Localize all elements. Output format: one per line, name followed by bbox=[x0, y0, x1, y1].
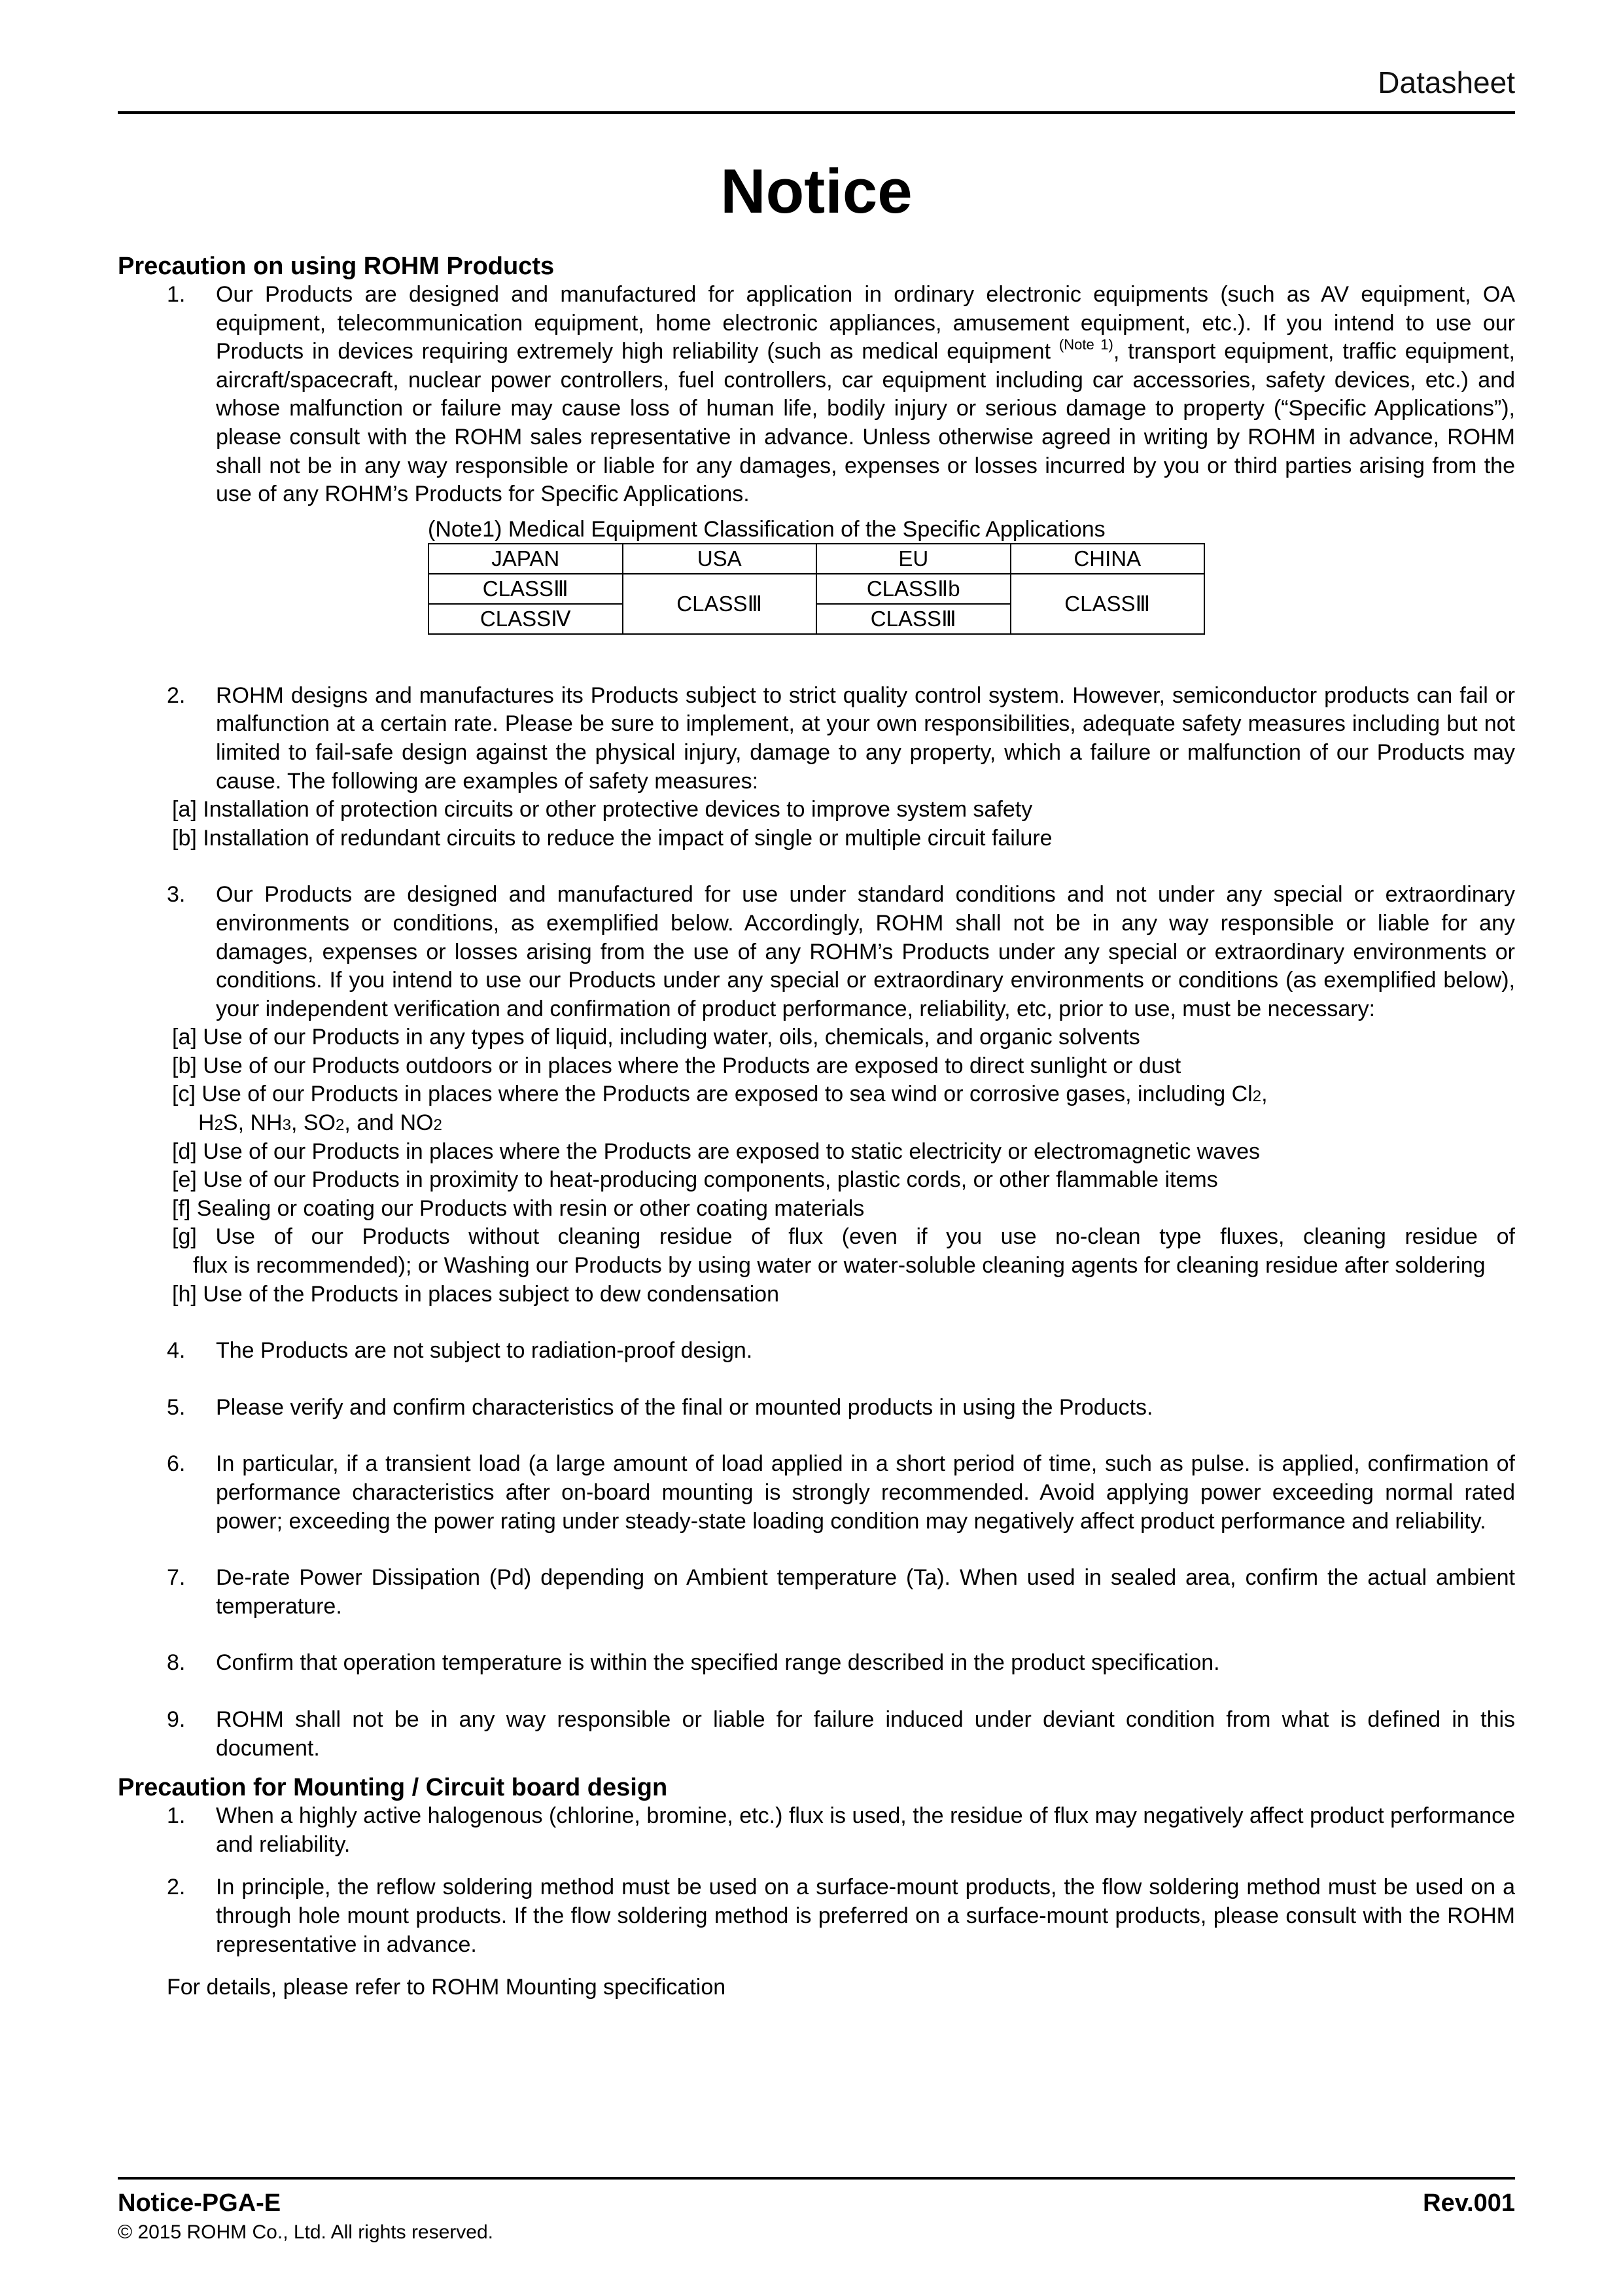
item-text: Confirm that operation temperature is within the specified range described in the product specification. bbox=[216, 1650, 1220, 1676]
item-number: 7. bbox=[167, 1565, 186, 1591]
section-heading-precaution-products: Precaution on using ROHM Products bbox=[118, 253, 555, 280]
column-header-usa: USA bbox=[623, 544, 817, 574]
item-number: 8. bbox=[167, 1650, 186, 1676]
cell-japan-1: CLASSⅢ bbox=[428, 574, 623, 604]
medical-classification-table bbox=[428, 543, 1205, 635]
datasheet-header-label: Datasheet bbox=[1378, 65, 1515, 99]
list-item-4 bbox=[118, 1337, 1515, 1366]
mounting-item-1 bbox=[118, 1802, 1515, 1859]
item-number: 2. bbox=[167, 1875, 186, 1900]
cell-eu-1: CLASSⅡb bbox=[816, 574, 1011, 604]
list-item-3 bbox=[118, 881, 1515, 1023]
for-details-note: For details, please refer to ROHM Mounting specification bbox=[167, 1975, 726, 2000]
cell-usa: CLASSⅢ bbox=[623, 574, 817, 634]
sub-item-h: [h] Use of the Products in places subject to dew condensation bbox=[172, 1281, 779, 1307]
item-number: 1. bbox=[167, 1803, 186, 1829]
list-item-9 bbox=[118, 1706, 1515, 1763]
cell-china: CLASSⅢ bbox=[1011, 574, 1205, 634]
item-text: Our Products are designed and manufactured for application in ordinary electronic equipments (such as AV equipment, OA equipment, telecommunication equipment, home electronic appliances, amusement equipment, etc.). If you intend to use our Products in devices requiring extremely high reliability (such as medical equipment $^{(Note 1)}$, transport equipment, traffic equipment, aircraft/spacecraft, nuclear power controllers, fuel controllers, car equipment including car accessories, safety devices, etc.) and whose malfunction or failure may cause loss of human life, bodily injury or serious damage to property (“Specific Applications”), please consult with the ROHM sales representative in advance. Unless otherwise agreed in writing by ROHM in advance, ROHM shall not be in any way responsible or liable for any damages, expenses or losses incurred by you or third parties arising from the use of any ROHM’s Products for Specific Applications. bbox=[216, 282, 1515, 507]
sub-item-b: [b] Installation of redundant circuits to reduce the impact of single or multiple circuit failure bbox=[172, 825, 1053, 851]
column-header-eu: EU bbox=[816, 544, 1011, 574]
column-header-china: CHINA bbox=[1011, 544, 1205, 574]
item-text: Please verify and confirm characteristics of the final or mounted products in using the Products. bbox=[216, 1394, 1153, 1420]
sub-item-b: [b] Use of our Products outdoors or in places where the Products are exposed to direct sunlight or dust bbox=[172, 1053, 1181, 1078]
table-row bbox=[428, 574, 1204, 604]
item-text: In particular, if a transient load (a large amount of load applied in a short period of time, such as pulse. is applied, confirmation of performance characteristics after on-board mounting is strongly recommended. Avoid applying power exceeding normal rated power; exceeding the power rating under steady-state loading condition may negatively affect product performance and reliability. bbox=[216, 1451, 1515, 1534]
footer-divider bbox=[118, 2177, 1515, 2180]
cell-eu-2: CLASSⅢ bbox=[816, 604, 1011, 634]
note-table-caption: (Note1) Medical Equipment Classification of the Specific Applications bbox=[428, 516, 1106, 542]
item-number: 3. bbox=[167, 882, 186, 908]
section-heading-mounting: Precaution for Mounting / Circuit board design bbox=[118, 1774, 668, 1802]
table-header-row bbox=[428, 544, 1204, 574]
mounting-item-2 bbox=[118, 1873, 1515, 1959]
item-number: 9. bbox=[167, 1706, 186, 1732]
list-item-8 bbox=[118, 1649, 1515, 1678]
list-item-6 bbox=[118, 1450, 1515, 1536]
item-number: 1. bbox=[167, 282, 186, 307]
item-text: The Products are not subject to radiation-proof design. bbox=[216, 1338, 753, 1364]
sub-item-d: [d] Use of our Products in places where the Products are exposed to static electricity or electromagnetic waves bbox=[172, 1139, 1261, 1164]
sub-item-a: [a] Use of our Products in any types of liquid, including water, oils, chemicals, and organic solvents bbox=[172, 1025, 1140, 1050]
footer-revision: Rev.001 bbox=[1423, 2189, 1515, 2217]
item-text: De-rate Power Dissipation (Pd) depending on Ambient temperature (Ta). When used in sealed area, confirm the actual ambient temperature. bbox=[216, 1565, 1515, 1619]
item-number: 5. bbox=[167, 1394, 186, 1420]
sub-item-e: [e] Use of our Products in proximity to heat-producing components, plastic cords, or other flammable items bbox=[172, 1167, 1218, 1193]
list-item-2 bbox=[118, 682, 1515, 796]
header-divider bbox=[118, 111, 1515, 114]
item-number: 4. bbox=[167, 1338, 186, 1364]
sub-item-c-gases: H2S, NH3, SO2, and NO2 bbox=[198, 1110, 442, 1136]
list-item-7 bbox=[118, 1564, 1515, 1621]
page-title: Notice bbox=[720, 156, 913, 226]
main-content bbox=[118, 252, 1515, 2002]
item-number: 2. bbox=[167, 682, 186, 708]
sub-item-c: [c] Use of our Products in places where the Products are exposed to sea wind or corrosive gases, including Cl2, bbox=[172, 1082, 1268, 1107]
item-number: 6. bbox=[167, 1451, 186, 1477]
item-text: In principle, the reflow soldering method must be used on a surface-mount products, the flow soldering method must be used on a through hole mount products. If the flow soldering method is preferred on a surface-mount products, please consult with the ROHM representative in advance. bbox=[216, 1875, 1515, 1957]
column-header-japan: JAPAN bbox=[428, 544, 623, 574]
sub-item-f: [f] Sealing or coating our Products with resin or other coating materials bbox=[172, 1195, 865, 1221]
item-text: ROHM designs and manufactures its Products subject to strict quality control system. However, semiconductor products can fail or malfunction at a certain rate. Please be sure to implement, at your own responsibilities, adequate safety measures including but not limited to fail-safe design against the physical injury, damage to any property, which a failure or malfunction of our Products may cause. The following are examples of safety measures: bbox=[216, 682, 1515, 794]
sub-list bbox=[118, 1023, 1515, 1223]
sub-list bbox=[118, 796, 1515, 853]
note-reference: (Note 1) bbox=[1058, 336, 1113, 353]
list-item-5 bbox=[118, 1394, 1515, 1422]
item-text: When a highly active halogenous (chlorine, bromine, etc.) flux is used, the residue of flux may negatively affect product performance and reliability. bbox=[216, 1803, 1515, 1857]
sub-item-g: [g] Use of our Products without cleaning residue of flux (even if you use no-clean type fluxes, cleaning residue of flux is recommended); or Washing our Products by using water or water-soluble cleaning agents for cleaning residue after soldering [h] Use of the Products in places subject to dew condensation bbox=[118, 1223, 1515, 1309]
footer-doc-id: Notice-PGA-E bbox=[118, 2189, 281, 2217]
list-item-1 bbox=[118, 281, 1515, 509]
sub-item-a: [a] Installation of protection circuits or other protective devices to improve system safety bbox=[172, 797, 1033, 822]
footer-copyright: © 2015 ROHM Co., Ltd. All rights reserved. bbox=[118, 2221, 493, 2243]
item-text: ROHM shall not be in any way responsible or liable for failure induced under deviant condition from what is defined in this document. bbox=[216, 1706, 1515, 1761]
cell-japan-2: CLASSⅣ bbox=[428, 604, 623, 634]
item-text: Our Products are designed and manufactured for use under standard conditions and not under any special or extraordinary environments or conditions, as exemplified below. Accordingly, ROHM shall not be in any way responsible or liable for any damages, expenses or losses arising from the use of any ROHM’s Products under any special or extraordinary environments or conditions. If you intend to use our Products under any special or extraordinary environments or conditions (as exemplified below), your independent verification and confirmation of product performance, reliability, etc, prior to use, must be necessary: bbox=[216, 882, 1515, 1021]
